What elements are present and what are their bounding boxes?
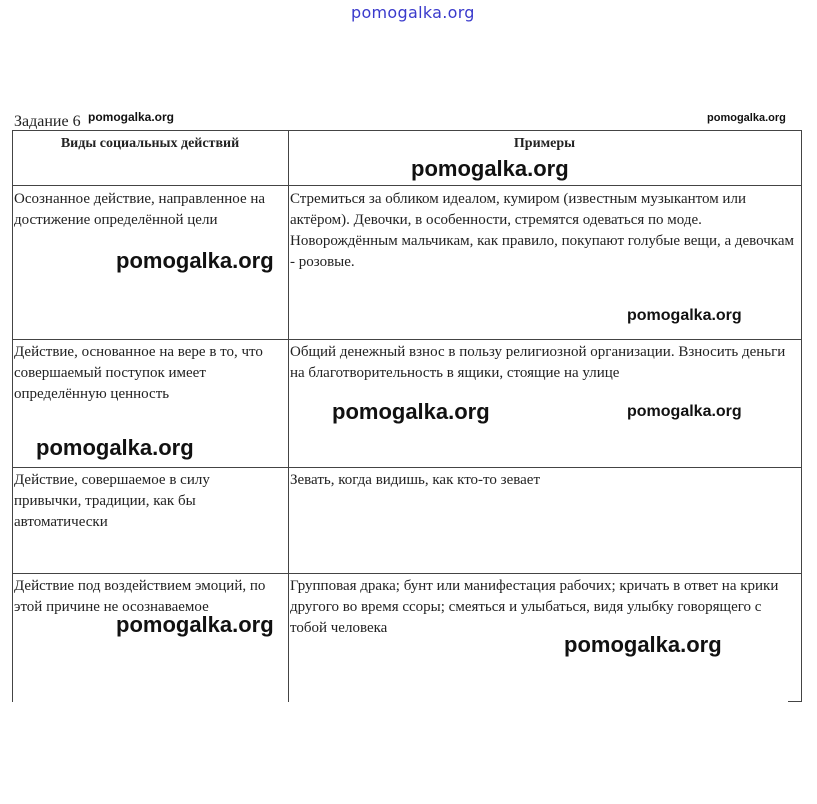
- table-cell-type: Действие под воздействием эмоций, по этой причине не осознаваемое: [14, 578, 266, 615]
- table-border-left: [12, 130, 13, 702]
- table-border-right: [801, 130, 802, 702]
- watermark: pomogalka.org: [564, 632, 722, 657]
- watermark: pomogalka.org: [411, 156, 569, 181]
- table-cell-type: Действие, совершаемое в силу привычки, традиции, как бы автоматически: [14, 472, 210, 530]
- watermark: pomogalka.org: [707, 112, 786, 124]
- table-cell-type: Осознанное действие, направленное на достижение определённой цели: [14, 191, 266, 228]
- task-title: Задание 6: [14, 113, 81, 130]
- table-cell-example: Групповая драка; бунт или манифестация рабочих; кричать в ответ на крики другого во время ссоры; смеяться и улыбаться, видя улыбку говорящего с тобой человека: [290, 578, 779, 636]
- site-watermark-top[interactable]: pomogalka.org: [351, 3, 475, 22]
- table-cell-example: Стремиться за обликом идеалом, кумиром (известным музыкантом или актёром). Девочки, в особенности, стремятся одеваться по моде. Новорождённым мальчикам, как правило, покупают голубые вещи, а девочкам - розовые.: [290, 191, 795, 270]
- watermark: pomogalka.org: [627, 403, 742, 420]
- table-border-top: [12, 130, 802, 131]
- table-cell-type: Действие, основанное на вере в то, что совершаемый поступок имеет определённую ценность: [14, 344, 263, 402]
- table-cell-example: Общий денежный взнос в пользу религиозной организации. Взносить деньги на благотворительность в ящики, стоящие на улице: [290, 344, 786, 381]
- table-header-examples: Примеры: [513, 136, 576, 151]
- watermark: pomogalka.org: [627, 307, 742, 324]
- watermark: pomogalka.org: [36, 435, 194, 460]
- table-border-bottom: [788, 701, 802, 702]
- table-row-divider: [12, 339, 802, 340]
- table-header-types: Виды социальных действий: [60, 136, 240, 151]
- table-column-divider: [288, 130, 289, 702]
- table-row-divider: [12, 573, 802, 574]
- table-header-divider: [12, 185, 802, 186]
- watermark: pomogalka.org: [116, 612, 274, 637]
- watermark: pomogalka.org: [332, 399, 490, 424]
- watermark: pomogalka.org: [116, 248, 274, 273]
- table-row-divider: [12, 467, 802, 468]
- watermark: pomogalka.org: [88, 110, 175, 124]
- table-cell-example: Зевать, когда видишь, как кто-то зевает: [290, 472, 540, 488]
